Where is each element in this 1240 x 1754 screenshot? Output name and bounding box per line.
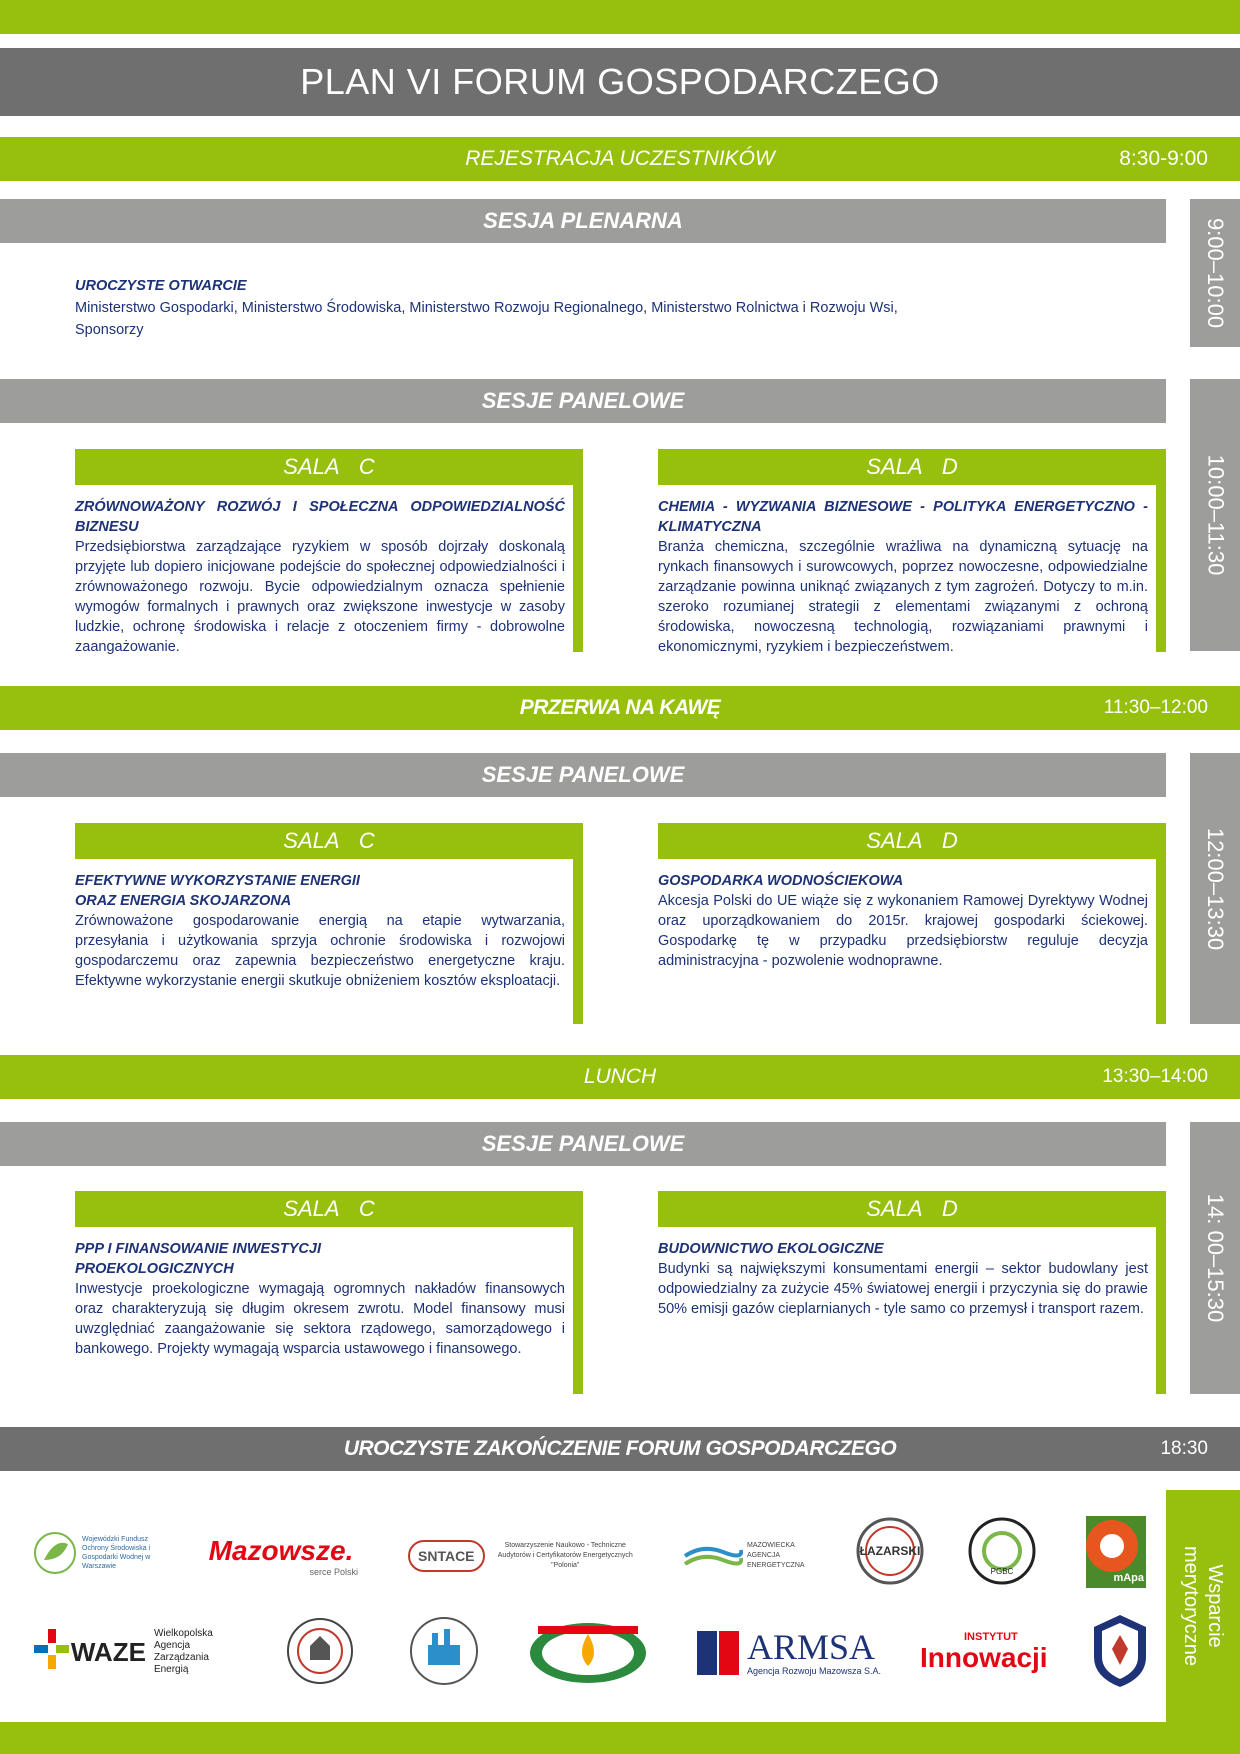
logo-mae (680, 1528, 820, 1584)
panels1-sala-c (75, 449, 583, 655)
page-title-bar (0, 48, 1240, 116)
plenary-title: SESJA PLENARNA (483, 208, 683, 233)
logo-university-seal (284, 1615, 356, 1687)
sntace-desc: Stowarzyszenie Naukowo - Techniczne Audytorów i Certyfikatorów Energetycznych "Polonia" (497, 1542, 633, 1569)
lunch-bar (0, 1055, 1240, 1099)
panels1-time: 10:00–11:30 (1203, 454, 1228, 576)
oil-drop-icon (528, 1620, 648, 1686)
sala-head: EFEKTYWNE WYKORZYSTANIE ENERGII (75, 873, 360, 889)
waze-desc: Wielkopolska Agencja Zarządzania Energią (153, 1628, 213, 1675)
panels1-time-tab (1190, 379, 1240, 651)
sala-label: SALA D (866, 1196, 958, 1221)
mazowsze-sub: serce Polski (309, 1567, 358, 1577)
sala-header (75, 1191, 583, 1227)
closing-label: UROCZYSTE ZAKOŃCZENIE FORUM GOSPODARCZEGO (343, 1437, 897, 1460)
innowacji-top: INSTYTUT (964, 1631, 1018, 1643)
coffee-label: PRZERWA NA KAWĘ (519, 696, 721, 719)
sala-header (658, 1191, 1166, 1227)
panels2-time-tab (1190, 753, 1240, 1024)
sala-text: Branża chemiczna, szczególnie wrażliwa na dynamiczną sytuację na rynkach finansowych i surowcowych, poprzez nowoczesne, odpowiedzialne zarządzanie powinna uniknąć związanych z tym zagrożeń. Dotyczy to m.in. szeroko rozumianej strategii z elementami związanymi z ochroną środowiska, nowoczesną technologią, rozwiązaniami prawnymi i ekonomicznymi, ryzykiem i bezpieczeństwem. (658, 539, 1148, 655)
logo-mazowsze (192, 1528, 370, 1584)
coat-of-arms-icon (1090, 1613, 1150, 1689)
plenary-text-2: Sponsorzy (75, 322, 144, 338)
sala-head: PPP I FINANSOWANIE INWESTYCJI (75, 1241, 321, 1257)
armsa-text: ARMSA (746, 1627, 876, 1667)
lunch-label: LUNCH (583, 1065, 657, 1088)
sala-content (658, 871, 1148, 971)
sntace-text: SNTACE (418, 1548, 475, 1564)
sala-label: SALA C (283, 1196, 375, 1221)
innowacji-text: Innowacji (920, 1642, 1048, 1673)
panels3-sala-d (658, 1191, 1166, 1394)
mae-waves-icon (683, 1538, 743, 1574)
mazowsze-text: Mazowsze. (208, 1535, 354, 1566)
wfos-text: Wojewódzki Fundusz Ochrony Środowiska i Gospodarki Wodnej w Warszawie (82, 1536, 151, 1570)
lazarski-text: ŁAZARSKI (859, 1544, 921, 1558)
factory-seal-icon (408, 1615, 480, 1687)
panels2-section-header (0, 753, 1166, 797)
closing-time: 18:30 (1160, 1438, 1208, 1459)
sala-text: Budynki są największymi konsumentami energii – sektor budowlany jest odpowiedzialny za zużycie 45% światowej energii i przyczynia się do prawie 50% emisji gazów cieplarnianych - tyle samo co przemysł i transport razem. (658, 1261, 1148, 1317)
panels1-section-header (0, 379, 1166, 423)
plenary-content (75, 275, 995, 341)
panels2-sala-c (75, 823, 583, 1024)
panels2-title: SESJE PANELOWE (481, 762, 685, 787)
panels3-sala-c (75, 1191, 583, 1394)
sala-head-2: PROEKOLOGICZNYCH (75, 1261, 234, 1277)
waze-star-icon (32, 1627, 69, 1677)
support-label (1179, 1546, 1227, 1666)
sala-header (75, 449, 583, 485)
panels2-time: 12:00–13:30 (1203, 827, 1228, 950)
sala-head: GOSPODARKA WODNOŚCIEKOWA (658, 873, 904, 889)
closing-bar (0, 1427, 1240, 1471)
plenary-head: UROCZYSTE OTWARCIE (75, 278, 247, 294)
mapa-text: mApa (1113, 1572, 1144, 1584)
sala-content (75, 497, 565, 657)
sala-head: CHEMIA - WYZWANIA BIZNESOWE - POLITYKA ENERGETYCZNO -KLIMATYCZNA (658, 499, 1148, 535)
panels3-time-tab (1190, 1122, 1240, 1394)
support-tab (1166, 1490, 1240, 1722)
sala-text: Zrównoważone gospodarowanie energią na etapie wytwarzania, przesyłania i użytkowania sprzyja ochronie środowiska i rozwojowi gospodarczemu oraz zapewnia bezpieczeństwo energetyczne kraju. Efektywne wykorzystanie energii skutkuje obniżeniem kosztów eksploatacji. (75, 913, 565, 989)
logo-mapa (1072, 1506, 1152, 1590)
logo-oil-drop (528, 1618, 648, 1688)
sala-header (658, 823, 1166, 859)
support-label-2: merytoryczne (1180, 1545, 1202, 1667)
panels3-time: 14: 00–15:30 (1203, 1193, 1228, 1323)
panels1-sala-d (658, 449, 1166, 655)
registration-bar (0, 137, 1240, 181)
support-label-1: Wsparcie (1204, 1564, 1226, 1648)
logo-sntace (408, 1528, 640, 1584)
sala-text: Inwestycje proekologiczne wymagają ogromnych nakładów finansowych oraz charakteryzują się długim okresem zwrotu. Model finansowy musi uwzględniać zaangażowanie się sektora rządowego, samorządowego i bankowego. Projekty wymagają wsparcia ustawowego i finansowego. (75, 1281, 565, 1357)
plenary-section-header (0, 199, 1166, 243)
logo-armsa (692, 1620, 886, 1684)
armsa-square-icon (697, 1625, 741, 1679)
logo-pgbc (966, 1516, 1038, 1586)
page-title: PLAN VI FORUM GOSPODARCZEGO (300, 61, 940, 102)
armsa-text-block (747, 1628, 881, 1676)
plenary-time: 9:00–10:00 (1203, 217, 1229, 329)
panels3-section-header (0, 1122, 1166, 1166)
logo-lazarski (850, 1516, 930, 1586)
coffee-bar (0, 686, 1240, 730)
logo-waze (32, 1620, 246, 1684)
sala-text: Przedsiębiorstwa zarządzające ryzykiem w sposób dojrzały doskonalą przyjęte lub dopiero inicjowane podejście do społecznej odpowiedzialności i zrównoważonego rozwoju. Bycie odpowiedzialnym oznacza spełnienie wymogów formalnych i prawnych oraz zwiększone inwestycje w zasoby ludzkie, ochronę środowiska i relacje z otoczeniem firmy - dobrowolne zaangażowanie. (75, 539, 565, 655)
coffee-time: 11:30–12:00 (1103, 697, 1208, 718)
registration-label: REJESTRACJA UCZESTNIKÓW (465, 147, 775, 170)
waze-text: WAZE (70, 1636, 146, 1667)
sala-text: Akcesja Polski do UE wiąże się z wykonaniem Ramowej Dyrektywy Wodnej oraz uporządkowaniem do 2015r. krajowej gospodarki ściekowej. Gospodarkę tę w przypadku przedsiębiorstw reguluje decyzja administracyjna - pozwolenie wodnoprawne. (658, 893, 1148, 969)
plenary-text: Ministerstwo Gospodarki, Ministerstwo Środowiska, Ministerstwo Rozwoju Regionalnego, Ministerstwo Rolnictwa i Rozwoju Wsi, (75, 300, 898, 316)
sala-head: ZRÓWNOWAŻONY ROZWÓJ I SPOŁECZNA ODPOWIEDZIALNOŚĆ BIZNESU (75, 499, 565, 535)
armsa-sub: Agencja Rozwoju Mazowsza S.A. (746, 1666, 882, 1676)
sala-label: SALA D (866, 828, 958, 853)
registration-time: 8:30-9:00 (1119, 147, 1208, 170)
lunch-time: 13:30–14:00 (1102, 1066, 1208, 1087)
sala-label: SALA C (283, 828, 375, 853)
logo-factory-seal (404, 1615, 484, 1687)
sala-content (658, 497, 1148, 657)
panels1-title: SESJE PANELOWE (481, 388, 685, 413)
logo-coat-of-arms (1088, 1612, 1152, 1690)
logo-wfos (32, 1525, 162, 1581)
sala-content (75, 1239, 565, 1359)
top-accent-bar (0, 0, 1240, 34)
logo-innowacji (920, 1620, 1060, 1684)
sala-content (658, 1239, 1148, 1319)
mae-text: MAZOWIECKA AGENCJA ENERGETYCZNA (747, 1542, 805, 1569)
sala-label: SALA C (283, 454, 375, 479)
sala-header (75, 823, 583, 859)
sala-head-2: ORAZ ENERGIA SKOJARZONA (75, 893, 292, 909)
sala-header (658, 449, 1166, 485)
pgbc-text: PGBC (990, 1567, 1014, 1576)
university-seal-icon (285, 1616, 355, 1686)
bottom-accent-bar (0, 1722, 1240, 1754)
sntace-badge (408, 1540, 485, 1572)
panels3-title: SESJE PANELOWE (481, 1131, 685, 1156)
panels2-sala-d (658, 823, 1166, 1024)
plenary-time-tab (1190, 199, 1240, 347)
sala-content (75, 871, 565, 991)
wfos-leaf-icon (32, 1530, 78, 1576)
sala-label: SALA D (866, 454, 958, 479)
sala-head: BUDOWNICTWO EKOLOGICZNE (658, 1241, 884, 1257)
